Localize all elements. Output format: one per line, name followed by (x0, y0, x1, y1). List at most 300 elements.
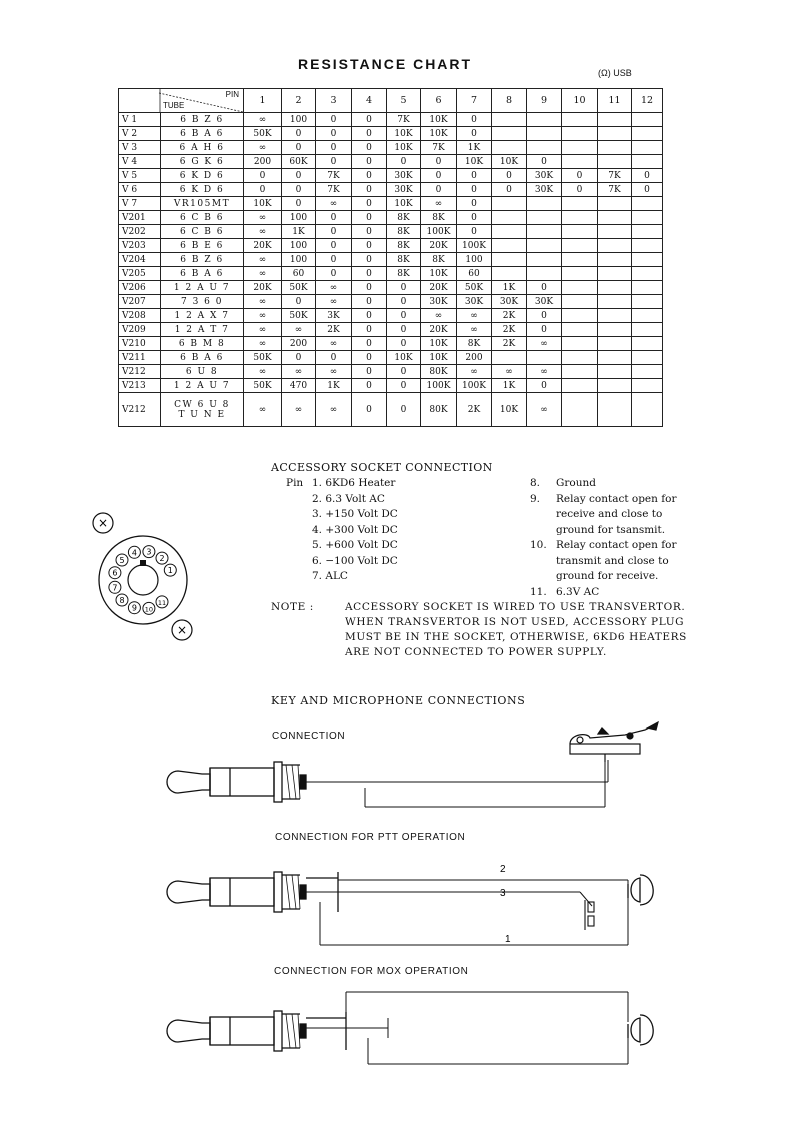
resistance-cell (598, 323, 632, 337)
tube-position: V212 (119, 365, 161, 379)
mount-mark: × (97, 516, 109, 530)
resistance-cell (492, 127, 527, 141)
resistance-cell: ∞ (457, 309, 492, 323)
ptt-wire-label: 2 (500, 864, 506, 875)
resistance-cell (632, 155, 663, 169)
resistance-cell: 10K (421, 267, 457, 281)
resistance-cell: 0 (352, 351, 387, 365)
resistance-cell: 30K (387, 169, 421, 183)
accessory-item (530, 538, 700, 585)
resistance-cell: ∞ (457, 365, 492, 379)
resistance-cell (598, 253, 632, 267)
ptt-wire-label: 3 (500, 888, 506, 899)
resistance-cell: 10K (387, 197, 421, 211)
resistance-cell: 10K (421, 337, 457, 351)
resistance-cell: 7K (598, 169, 632, 183)
resistance-cell (562, 155, 598, 169)
table-row (119, 393, 663, 427)
resistance-cell (562, 281, 598, 295)
resistance-cell: 10K (421, 127, 457, 141)
resistance-cell: 0 (387, 337, 421, 351)
resistance-cell: ∞ (244, 323, 282, 337)
resistance-cell: 60K (282, 155, 316, 169)
pin-header: 7 (457, 89, 492, 113)
resistance-cell: 0 (352, 169, 387, 183)
resistance-cell (562, 267, 598, 281)
resistance-cell: 20K (421, 323, 457, 337)
resistance-cell: 30K (421, 295, 457, 309)
resistance-cell (562, 351, 598, 365)
resistance-cell: 1K (316, 379, 352, 393)
socket-pin-number: 6 (112, 568, 118, 578)
resistance-cell: 0 (352, 141, 387, 155)
corner-pin-label: PIN (225, 90, 239, 99)
resistance-cell (598, 267, 632, 281)
resistance-cell (562, 141, 598, 155)
resistance-cell (632, 141, 663, 155)
resistance-cell: ∞ (244, 253, 282, 267)
resistance-cell: 200 (457, 351, 492, 365)
resistance-cell: 0 (352, 337, 387, 351)
resistance-cell: ∞ (244, 337, 282, 351)
resistance-cell: 0 (457, 169, 492, 183)
resistance-cell (632, 295, 663, 309)
socket-pin-number: 1 (167, 566, 173, 576)
resistance-cell (632, 393, 663, 427)
resistance-cell: 0 (282, 295, 316, 309)
resistance-cell: 0 (282, 183, 316, 197)
tube-type: 6 B M 8 (161, 337, 244, 351)
resistance-cell: 30K (387, 183, 421, 197)
resistance-cell: 0 (387, 281, 421, 295)
resistance-cell: 0 (387, 379, 421, 393)
resistance-cell (527, 253, 562, 267)
resistance-cell: ∞ (282, 393, 316, 427)
resistance-cell: 7K (316, 183, 352, 197)
resistance-cell: 0 (352, 211, 387, 225)
resistance-cell (527, 351, 562, 365)
resistance-cell (632, 281, 663, 295)
resistance-cell: 0 (457, 113, 492, 127)
chart-unit-note: (Ω) USB (598, 68, 632, 78)
resistance-cell: 470 (282, 379, 316, 393)
resistance-cell: 0 (387, 309, 421, 323)
resistance-cell: 100 (457, 253, 492, 267)
pin-header: 1 (244, 89, 282, 113)
tube-position: V213 (119, 379, 161, 393)
resistance-cell: 2K (316, 323, 352, 337)
ptt-connection-diagram (150, 850, 670, 960)
resistance-cell: 2K (457, 393, 492, 427)
resistance-cell (598, 351, 632, 365)
resistance-cell: 1K (492, 379, 527, 393)
item-line: receive and close to (556, 508, 663, 520)
resistance-cell: ∞ (244, 225, 282, 239)
resistance-cell: ∞ (316, 197, 352, 211)
resistance-cell (492, 211, 527, 225)
item-line: ground for receive. (556, 570, 659, 582)
table-row (119, 337, 663, 351)
resistance-cell: 50K (282, 309, 316, 323)
resistance-cell: 0 (352, 323, 387, 337)
resistance-cell (562, 365, 598, 379)
phone-plug-icon (167, 1011, 346, 1051)
tube-type: 6 B Z 6 (161, 113, 244, 127)
table-row (119, 113, 663, 127)
resistance-cell (562, 393, 598, 427)
resistance-cell (492, 197, 527, 211)
item-number: 8. (530, 477, 541, 489)
resistance-cell: 8K (387, 253, 421, 267)
accessory-item: 7. ALC (312, 570, 348, 582)
resistance-cell (598, 393, 632, 427)
resistance-cell: 1K (492, 281, 527, 295)
socket-pin-number: 4 (131, 548, 137, 558)
resistance-cell: ∞ (282, 323, 316, 337)
resistance-cell: 0 (387, 295, 421, 309)
resistance-cell: 0 (527, 281, 562, 295)
tube-position: V204 (119, 253, 161, 267)
resistance-cell (562, 337, 598, 351)
resistance-cell: 0 (457, 225, 492, 239)
tube-type: 6 K D 6 (161, 169, 244, 183)
table-row (119, 225, 663, 239)
pin-header: 12 (632, 89, 663, 113)
item-number: 11. (530, 585, 547, 598)
resistance-cell: ∞ (527, 337, 562, 351)
accessory-item: 4. +300 Volt DC (312, 523, 398, 536)
resistance-cell (527, 141, 562, 155)
resistance-cell (598, 309, 632, 323)
ptt-wire-label: 1 (505, 934, 511, 945)
chart-title: RESISTANCE CHART (298, 56, 473, 72)
tube-position: V206 (119, 281, 161, 295)
connection-label: CONNECTION (272, 731, 346, 742)
pin-header: 2 (282, 89, 316, 113)
resistance-cell (562, 253, 598, 267)
resistance-cell (492, 225, 527, 239)
resistance-cell (598, 155, 632, 169)
table-row (119, 365, 663, 379)
resistance-cell (598, 127, 632, 141)
tube-type: 6 K D 6 (161, 183, 244, 197)
resistance-cell (598, 113, 632, 127)
resistance-cell (527, 113, 562, 127)
resistance-cell: 80K (421, 365, 457, 379)
resistance-cell: 0 (282, 127, 316, 141)
key-connection-diagram (150, 720, 670, 820)
resistance-cell: 0 (282, 141, 316, 155)
tube-type: 6 B A 6 (161, 351, 244, 365)
resistance-cell: 0 (632, 183, 663, 197)
tube-position: V210 (119, 337, 161, 351)
resistance-cell (632, 211, 663, 225)
table-row (119, 141, 663, 155)
resistance-cell (632, 267, 663, 281)
pin-header: 10 (562, 89, 598, 113)
resistance-cell: ∞ (244, 113, 282, 127)
resistance-cell: 0 (316, 141, 352, 155)
tube-type: 6 B E 6 (161, 239, 244, 253)
resistance-cell (492, 239, 527, 253)
resistance-cell (492, 351, 527, 365)
resistance-cell: 0 (244, 183, 282, 197)
resistance-cell: 10K (387, 141, 421, 155)
resistance-cell: 30K (527, 295, 562, 309)
accessory-item: 1. 6KD6 Heater (312, 477, 396, 489)
resistance-cell: 0 (316, 211, 352, 225)
pin-header: 11 (598, 89, 632, 113)
resistance-cell: ∞ (244, 365, 282, 379)
tube-position: V209 (119, 323, 161, 337)
resistance-cell: 0 (352, 267, 387, 281)
resistance-cell (527, 127, 562, 141)
item-line: ground for tsansmit. (556, 523, 666, 536)
table-row (119, 183, 663, 197)
resistance-cell (598, 239, 632, 253)
resistance-cell (562, 323, 598, 337)
resistance-cell (562, 197, 598, 211)
resistance-cell: 8K (457, 337, 492, 351)
resistance-cell: 100K (421, 379, 457, 393)
socket-pin-number: 11 (157, 598, 167, 607)
resistance-cell: 30K (492, 295, 527, 309)
resistance-cell: 60 (282, 267, 316, 281)
resistance-cell: 0 (457, 211, 492, 225)
resistance-cell: ∞ (316, 337, 352, 351)
resistance-cell (598, 295, 632, 309)
resistance-cell (492, 141, 527, 155)
resistance-cell: 0 (492, 169, 527, 183)
accessory-socket-diagram (85, 508, 200, 648)
tube-position: V 4 (119, 155, 161, 169)
resistance-cell: 0 (387, 365, 421, 379)
resistance-cell: 0 (282, 351, 316, 365)
resistance-cell (492, 267, 527, 281)
resistance-cell (527, 211, 562, 225)
resistance-cell: 0 (352, 309, 387, 323)
resistance-cell (492, 253, 527, 267)
accessory-item (530, 476, 700, 492)
resistance-cell: 0 (352, 155, 387, 169)
socket-center (128, 565, 158, 595)
item-line: transmit and close to (556, 554, 669, 567)
mox-label: CONNECTION FOR MOX OPERATION (274, 966, 469, 977)
accessory-right-list (530, 476, 700, 600)
resistance-cell: 10K (457, 155, 492, 169)
resistance-cell: 0 (352, 253, 387, 267)
resistance-cell: 0 (457, 183, 492, 197)
resistance-cell: ∞ (457, 323, 492, 337)
resistance-cell: 0 (387, 393, 421, 427)
resistance-cell: 8K (387, 211, 421, 225)
tube-type: 6 B A 6 (161, 267, 244, 281)
pin-header: 3 (316, 89, 352, 113)
resistance-cell: 8K (387, 267, 421, 281)
resistance-cell: 0 (421, 183, 457, 197)
resistance-cell: 7K (387, 113, 421, 127)
tube-position: V 7 (119, 197, 161, 211)
pin-header: 9 (527, 89, 562, 113)
resistance-cell (598, 225, 632, 239)
item-line: Relay contact open for (556, 539, 677, 551)
socket-pin-number: 3 (146, 547, 152, 557)
resistance-cell (562, 225, 598, 239)
resistance-cell: ∞ (282, 365, 316, 379)
resistance-cell: 7K (421, 141, 457, 155)
pin-header: 4 (352, 89, 387, 113)
resistance-cell: 30K (527, 183, 562, 197)
resistance-cell: 0 (316, 113, 352, 127)
tube-position: V211 (119, 351, 161, 365)
table-row (119, 281, 663, 295)
resistance-cell: 8K (421, 211, 457, 225)
item-line: 6.3V AC (556, 585, 600, 598)
resistance-cell: 20K (244, 239, 282, 253)
resistance-cell (632, 113, 663, 127)
tube-type-line: T U N E (178, 409, 226, 420)
accessory-item: 5. +600 Volt DC (312, 539, 398, 551)
resistance-cell (632, 127, 663, 141)
socket-pin-number: 9 (131, 603, 137, 613)
resistance-cell: 0 (316, 239, 352, 253)
resistance-cell: 10K (421, 351, 457, 365)
resistance-cell: 10K (492, 393, 527, 427)
table-row (119, 169, 663, 183)
resistance-cell (562, 211, 598, 225)
pin-header: 6 (421, 89, 457, 113)
resistance-cell (632, 197, 663, 211)
mount-mark: × (176, 623, 188, 637)
resistance-cell: 100K (421, 225, 457, 239)
table-row (119, 351, 663, 365)
table-row (119, 155, 663, 169)
microphone-icon (628, 1015, 653, 1045)
socket-pin-number: 7 (112, 583, 118, 593)
accessory-item: 3. +150 Volt DC (312, 508, 398, 520)
wiring (306, 760, 608, 807)
resistance-cell: ∞ (244, 141, 282, 155)
key-mic-title: KEY AND MICROPHONE CONNECTIONS (271, 694, 526, 707)
resistance-cell: 20K (244, 281, 282, 295)
wiring (306, 880, 628, 945)
resistance-cell: 0 (387, 155, 421, 169)
resistance-cell: 50K (244, 379, 282, 393)
resistance-cell: 0 (527, 323, 562, 337)
tube-position: V208 (119, 309, 161, 323)
pin-header: 5 (387, 89, 421, 113)
resistance-cell: 2K (492, 309, 527, 323)
wiring (306, 992, 628, 1064)
mox-connection-diagram (150, 988, 670, 1078)
tube-type: 6 C B 6 (161, 211, 244, 225)
telegraph-key-icon (570, 722, 658, 762)
resistance-cell: 0 (562, 183, 598, 197)
resistance-cell: 10K (421, 113, 457, 127)
resistance-cell: 0 (352, 393, 387, 427)
resistance-cell: ∞ (421, 309, 457, 323)
table-row (119, 295, 663, 309)
resistance-cell: 10K (387, 127, 421, 141)
table-row (119, 253, 663, 267)
resistance-cell (598, 365, 632, 379)
resistance-cell: ∞ (316, 365, 352, 379)
resistance-cell (598, 141, 632, 155)
socket-pin-number: 10 (144, 605, 154, 614)
resistance-cell (492, 113, 527, 127)
tube-type: 1 2 A T 7 (161, 323, 244, 337)
tube-position: V 6 (119, 183, 161, 197)
resistance-cell: 100K (457, 239, 492, 253)
accessory-left-list (312, 476, 398, 585)
accessory-item: 6. −100 Volt DC (312, 554, 398, 567)
table-row (119, 211, 663, 225)
resistance-cell (562, 379, 598, 393)
tube-type-line: CW 6 U 8 (174, 399, 230, 410)
resistance-table (118, 88, 663, 427)
accessory-item (530, 492, 700, 539)
accessory-item (530, 585, 700, 601)
resistance-cell: 30K (527, 169, 562, 183)
resistance-cell: 0 (527, 309, 562, 323)
ptt-label: CONNECTION FOR PTT OPERATION (275, 832, 466, 843)
tube-position: V205 (119, 267, 161, 281)
resistance-cell (527, 225, 562, 239)
resistance-cell (632, 337, 663, 351)
resistance-cell (632, 225, 663, 239)
resistance-cell (598, 197, 632, 211)
resistance-cell: ∞ (244, 393, 282, 427)
resistance-cell: ∞ (244, 267, 282, 281)
item-line: Ground (556, 477, 596, 489)
resistance-cell (632, 351, 663, 365)
socket-pin-number: 5 (119, 556, 125, 565)
table-corner-cell (119, 89, 244, 113)
tube-type: 6 C B 6 (161, 225, 244, 239)
resistance-cell: 0 (352, 197, 387, 211)
resistance-cell: ∞ (316, 393, 352, 427)
resistance-cell: 1K (282, 225, 316, 239)
resistance-cell: 0 (527, 155, 562, 169)
tube-position: V 1 (119, 113, 161, 127)
resistance-cell: 0 (492, 183, 527, 197)
resistance-cell: 100 (282, 253, 316, 267)
phone-plug-icon (167, 762, 306, 802)
resistance-cell (562, 309, 598, 323)
microphone-switch-icon (585, 900, 594, 930)
tube-position: V212 (119, 393, 161, 427)
resistance-cell: 200 (244, 155, 282, 169)
resistance-cell: 0 (352, 379, 387, 393)
resistance-cell: 0 (562, 169, 598, 183)
resistance-cell (632, 253, 663, 267)
note-block (271, 600, 711, 660)
resistance-cell: 7K (598, 183, 632, 197)
resistance-cell: 100 (282, 211, 316, 225)
resistance-cell: 50K (457, 281, 492, 295)
resistance-cell: 0 (352, 281, 387, 295)
resistance-cell (632, 309, 663, 323)
microphone-icon (628, 875, 653, 905)
resistance-cell: 7K (316, 169, 352, 183)
resistance-cell (598, 211, 632, 225)
socket-pin-number: 2 (159, 554, 165, 564)
resistance-cell (598, 281, 632, 295)
resistance-cell: 0 (352, 225, 387, 239)
resistance-cell (632, 365, 663, 379)
tube-type: 1 2 A U 7 (161, 379, 244, 393)
resistance-cell: 0 (632, 169, 663, 183)
